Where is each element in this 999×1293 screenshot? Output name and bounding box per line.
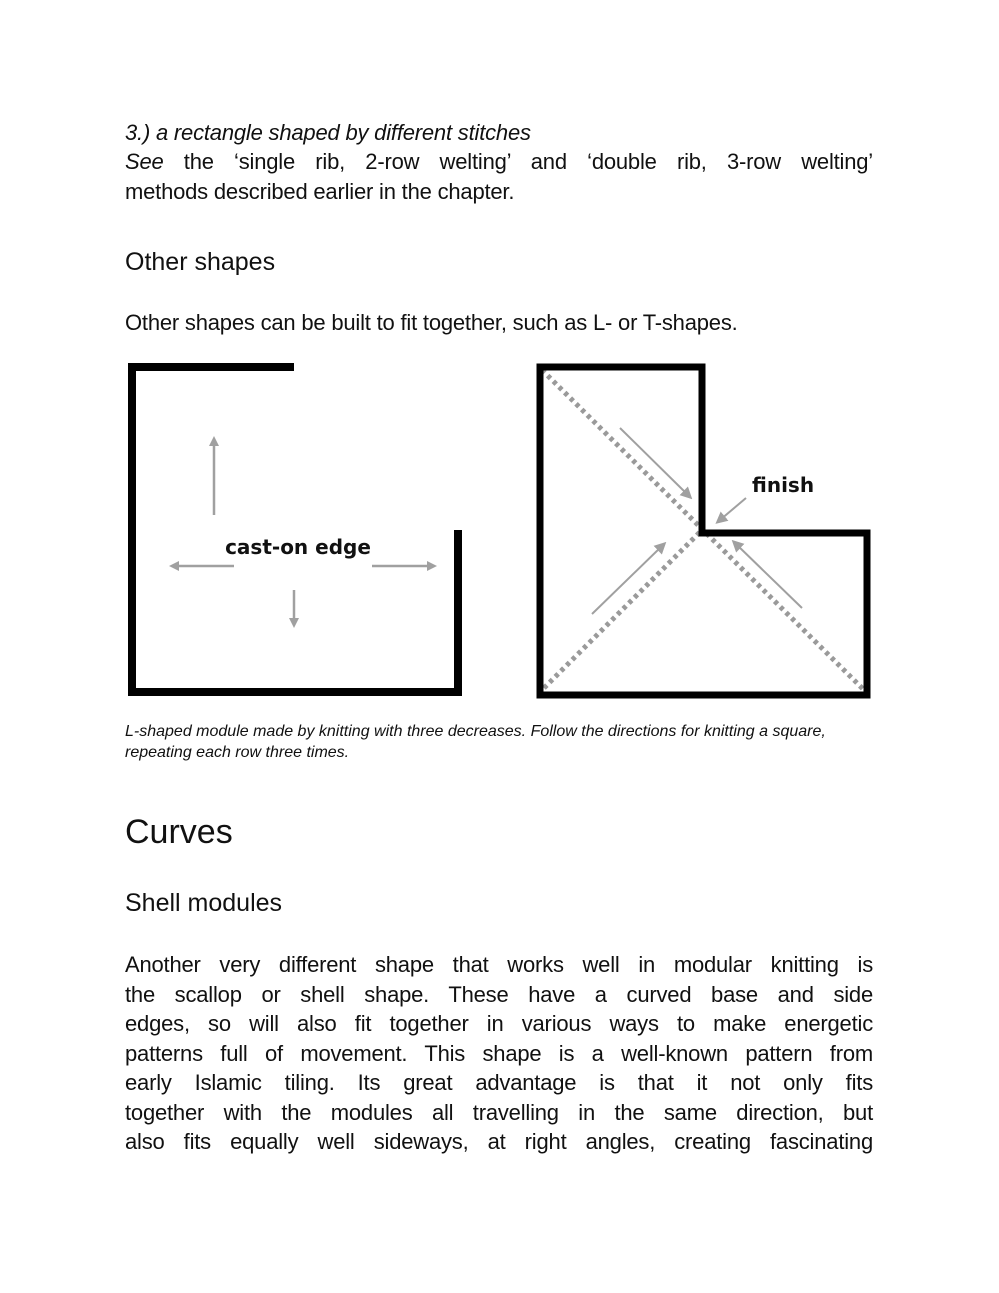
chapter-heading-curves: Curves: [125, 813, 233, 851]
section-heading-other-shapes: Other shapes: [125, 248, 276, 276]
section-heading-shell-modules: Shell modules: [125, 889, 283, 917]
body-line: early Islamic tiling. Its great advantage is that it not only fits: [125, 1070, 873, 1095]
figure-caption: L-shaped module made by knitting with three decreases. Follow the directions for knitting a square, repeating each row three times.: [125, 723, 826, 761]
paragraph-shell-modules: [125, 950, 873, 1157]
finish-label: finish: [752, 473, 815, 497]
body-line-rest: the ‘single rib, 2-row welting’ and ‘double rib, 3-row welting’: [163, 149, 873, 174]
cast-on-edge-label: cast-on edge: [225, 535, 371, 559]
figure-l-shape-finish: [530, 358, 880, 703]
arrow-finish-pointer: [720, 498, 746, 520]
body-line: [125, 147, 873, 177]
arrow-diag-down-right: [620, 428, 688, 495]
see-word: See: [125, 149, 164, 174]
body-line: together with the modules all travelling in the same direction, but: [125, 1099, 873, 1125]
figure-l-shape-cast-on: [122, 358, 472, 703]
body-line: patterns full of movement. This shape is a well-known pattern from: [125, 1040, 873, 1066]
body-line: edges, so will also fit together in various ways to make energetic: [125, 1011, 873, 1036]
dotted-diagonal: [544, 530, 702, 688]
body-line: Another very different shape that works well in modular knitting is: [125, 952, 873, 977]
item-heading: 3.) a rectangle shaped by different stitches: [125, 120, 531, 145]
body-line: also fits equally well sideways, at right angles, creating fascinating: [125, 1129, 873, 1154]
paragraph-other-shapes: Other shapes can be built to fit together, such as L- or T-shapes.: [125, 310, 738, 335]
body-line: methods described earlier in the chapter.: [125, 179, 515, 204]
l-shape-outline: [132, 367, 458, 692]
body-line: the scallop or shell shape. These have a curved base and side: [125, 981, 873, 1007]
